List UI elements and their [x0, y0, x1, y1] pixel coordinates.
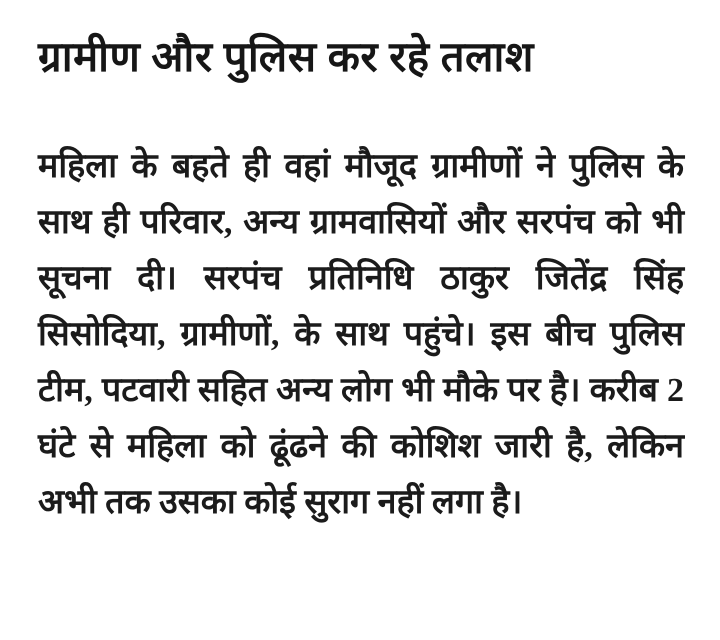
article-headline: ग्रामीण और पुलिस कर रहे तलाश	[38, 35, 534, 81]
article-body: महिला के बहते ही वहां मौजूद ग्रामीणों ने पुलिस के साथ ही परिवार, अन्य ग्रामवासियों और सरपंच को भी सूचना दी। सरपंच प्रतिनिधि ठाकुर जितेंद्र सिंह सिसोदिया, ग्रामीणों, के साथ पहुंचे। इस बीच पुलिस टीम, पटवारी सहित अन्य लोग भी मौके पर है। करीब 2 घंटे से महिला को ढूंढने की कोशिश जारी है, लेकिन अभी तक उसका कोई सुराग नहीं लगा है।	[38, 147, 684, 521]
